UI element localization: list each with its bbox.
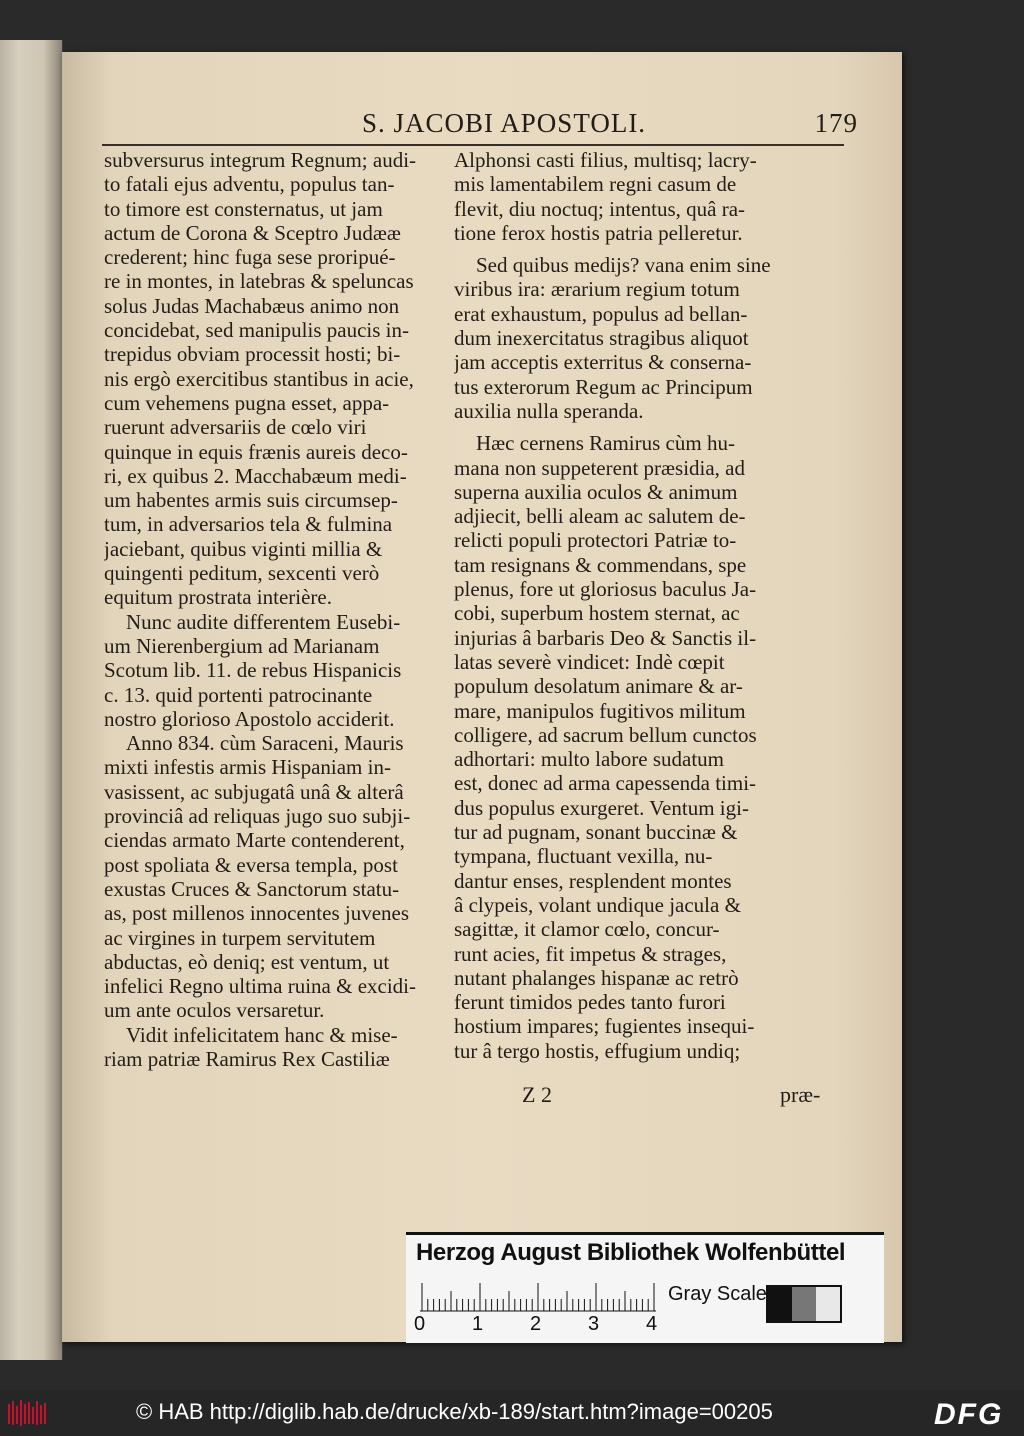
text-line: vasissent, ac subjugatâ unâ & alterâ (104, 779, 404, 804)
gray-swatch (768, 1287, 792, 1321)
text-line: solus Judas Machabæus animo non (104, 293, 400, 318)
text-line: colligere, ad sacrum bellum cunctos (454, 722, 757, 747)
text-line: tum, in adversarios tela & fulmina (104, 512, 393, 537)
ruler-labels (414, 1313, 674, 1335)
text-line: ciendas armato Marte contenderent, (104, 828, 405, 853)
text-line: tam resignans & commendans, spe (454, 552, 747, 577)
text-line: adjiecit, belli aleam ac salutem de- (454, 504, 746, 529)
text-line: nis ergò exercitibus stantibus in acie, (104, 366, 414, 391)
catchword: præ- (780, 1082, 821, 1107)
text-line: injurias â barbaris Deo & Sanctis il- (454, 625, 757, 650)
text-line: est, donec ad arma capessenda timi- (454, 771, 757, 796)
text-line: quinque in equis frænis aureis deco- (104, 439, 408, 464)
text-line: tus exterorum Regum ac Principum (454, 374, 753, 399)
text-line: superna auxilia oculos & animum (454, 479, 738, 504)
text-line: tione ferox hostis patria pelleretur. (454, 220, 743, 245)
text-line: provinciâ ad reliquas jugo suo subji- (104, 804, 411, 829)
gray-scale-swatches (766, 1285, 842, 1323)
text-line: sagittæ, it clamor cœlo, concur- (454, 917, 720, 942)
text-line: ferunt timidos pedes tanto furori (454, 990, 726, 1015)
text-line: exustas Cruces & Sanctorum statu- (104, 876, 400, 901)
text-line: ri, ex quibus 2. Macchabæum medi- (104, 463, 407, 488)
head-rule (102, 144, 844, 146)
paragraph-gap (454, 245, 804, 253)
text-line: subversurus integrum Regnum; audi- (104, 148, 417, 172)
text-line: to fatali ejus adventu, populus tan- (104, 172, 395, 197)
ruler-label: 0 (414, 1313, 426, 1335)
text-line: nostro glorioso Apostolo acciderit. (104, 706, 395, 731)
text-line: um habentes armis suis circumsep- (104, 488, 398, 513)
text-line: Anno 834. cùm Saraceni, Mauris (126, 731, 404, 756)
text-line: dus populus exurgeret. Ventum igi- (454, 795, 749, 820)
text-line: flevit, diu noctuq; intentus, quâ ra- (454, 196, 746, 221)
text-line: Hæc cernens Ramirus cùm hu- (476, 431, 735, 456)
text-line: um ante oculos versaretur. (104, 998, 325, 1023)
text-line: cum vehemens pugna esset, appa- (104, 390, 390, 415)
text-line: â clypeis, volant undique jacula & (454, 892, 741, 917)
text-line: Vidit infelicitatem hanc & mise- (126, 1022, 398, 1047)
text-line: populum desolatum animare & ar- (454, 674, 743, 699)
ruler-label: 2 (530, 1313, 542, 1335)
text-line: jaciebant, quibus viginti millia & (104, 536, 383, 561)
text-line: mis lamentabilem regni casum de (454, 172, 737, 197)
text-line: relicti populi protectori Patriæ to- (454, 528, 737, 553)
page-number: 179 (814, 108, 858, 138)
text-line: as, post millenos innocentes juvenes (104, 901, 410, 926)
color-calibration-card (406, 1232, 884, 1343)
text-line: nutant phalanges hispanæ ac retrò (454, 965, 739, 990)
text-line: actum de Corona & Sceptro Judææ (104, 220, 401, 245)
text-line: Nunc audite differentem Eusebi- (126, 609, 401, 634)
gray-swatch (792, 1287, 816, 1321)
text-line: abductas, eò deniq; est ventum, ut (104, 949, 390, 974)
text-line: viribus ira: ærarium regium totum (454, 277, 740, 302)
text-line: post spoliata & eversa templa, post (104, 852, 398, 877)
text-line: latas severè vindicet: Indè cœpit (454, 649, 725, 674)
signature-mark: Z 2 (522, 1082, 552, 1107)
text-line: dum inexercitatus stragibus aliquot (454, 326, 749, 351)
left-text-column (104, 148, 456, 1071)
text-line: equitum prostrata interière. (104, 585, 332, 610)
right-text-column (454, 148, 804, 1063)
text-line: Scotum lib. 11. de rebus Hispanicis (104, 658, 402, 683)
text-line: dantur enses, resplendent montes (454, 868, 732, 893)
text-line: hostium impares; fugientes insequi- (454, 1014, 755, 1039)
running-head (298, 108, 858, 142)
ruler-label: 4 (646, 1313, 658, 1335)
gray-scale-label: Gray Scale (668, 1283, 767, 1305)
footer-bar (0, 1390, 1024, 1436)
hab-barcode-icon (6, 1398, 52, 1428)
text-line: auxilia nulla speranda. (454, 398, 644, 423)
text-line: crederent; hinc fuga sese proripué- (104, 245, 396, 270)
running-title: S. JACOBI APOSTOLI. (362, 108, 647, 138)
ruler-label: 1 (472, 1313, 484, 1335)
text-line: runt acies, fit impetus & strages, (454, 941, 727, 966)
text-line: adhortari: multo labore sudatum (454, 747, 725, 772)
dfg-logo: DFG (934, 1398, 1004, 1431)
text-line: ruerunt adversariis de cœlo viri (104, 415, 367, 440)
text-line: Sed quibus medijs? vana enim sine (476, 253, 771, 278)
text-line: re in montes, in latebras & speluncas (104, 269, 414, 294)
library-name: Herzog August Bibliothek Wolfenbüttel (416, 1239, 846, 1266)
text-line: um Nierenbergium ad Marianam (104, 633, 380, 658)
text-line: ac virgines in turpem servitutem (104, 925, 376, 950)
text-line: mare, manipulos fugitivos militum (454, 698, 746, 723)
text-line: tur â tergo hostis, effugium undiq; (454, 1038, 741, 1063)
text-line: concidebat, sed manipulis paucis in- (104, 318, 410, 343)
text-line: erat exhaustum, populus ad bellan- (454, 301, 748, 326)
text-line: quingenti peditum, sexcenti verò (104, 561, 380, 586)
ruler-label: 3 (588, 1313, 600, 1335)
copyright-url-link[interactable]: © HAB http://diglib.hab.de/drucke/xb-189/start.htm?image=00205 (136, 1399, 773, 1424)
text-line: trepidus obviam processit hosti; bi- (104, 342, 401, 367)
text-line: plenus, fore ut gloriosus baculus Ja- (454, 577, 757, 602)
book-page (62, 52, 902, 1342)
gray-swatch (816, 1287, 840, 1321)
text-line: jam acceptis exterritus & conserna- (454, 350, 752, 375)
previous-page-edge (0, 40, 63, 1360)
text-line: tympana, fluctuant vexilla, nu- (454, 844, 713, 869)
text-line: c. 13. quid portenti patrocinante (104, 682, 373, 707)
text-line: cobi, superbum hostem sternat, ac (454, 601, 740, 626)
text-line: infelici Regno ultima ruina & excidi- (104, 974, 416, 999)
text-line: riam patriæ Ramirus Rex Castiliæ (104, 1046, 390, 1071)
text-line: mana non suppeterent præsidia, ad (454, 455, 746, 480)
paragraph-gap (454, 423, 804, 431)
text-line: to timore est consternatus, ut jam (104, 196, 383, 221)
text-line: Alphonsi casti filius, multisq; lacry- (454, 148, 757, 172)
text-line: mixti infestis armis Hispaniam in- (104, 755, 391, 780)
text-line: tur ad pugnam, sonant buccinæ & (454, 820, 738, 845)
